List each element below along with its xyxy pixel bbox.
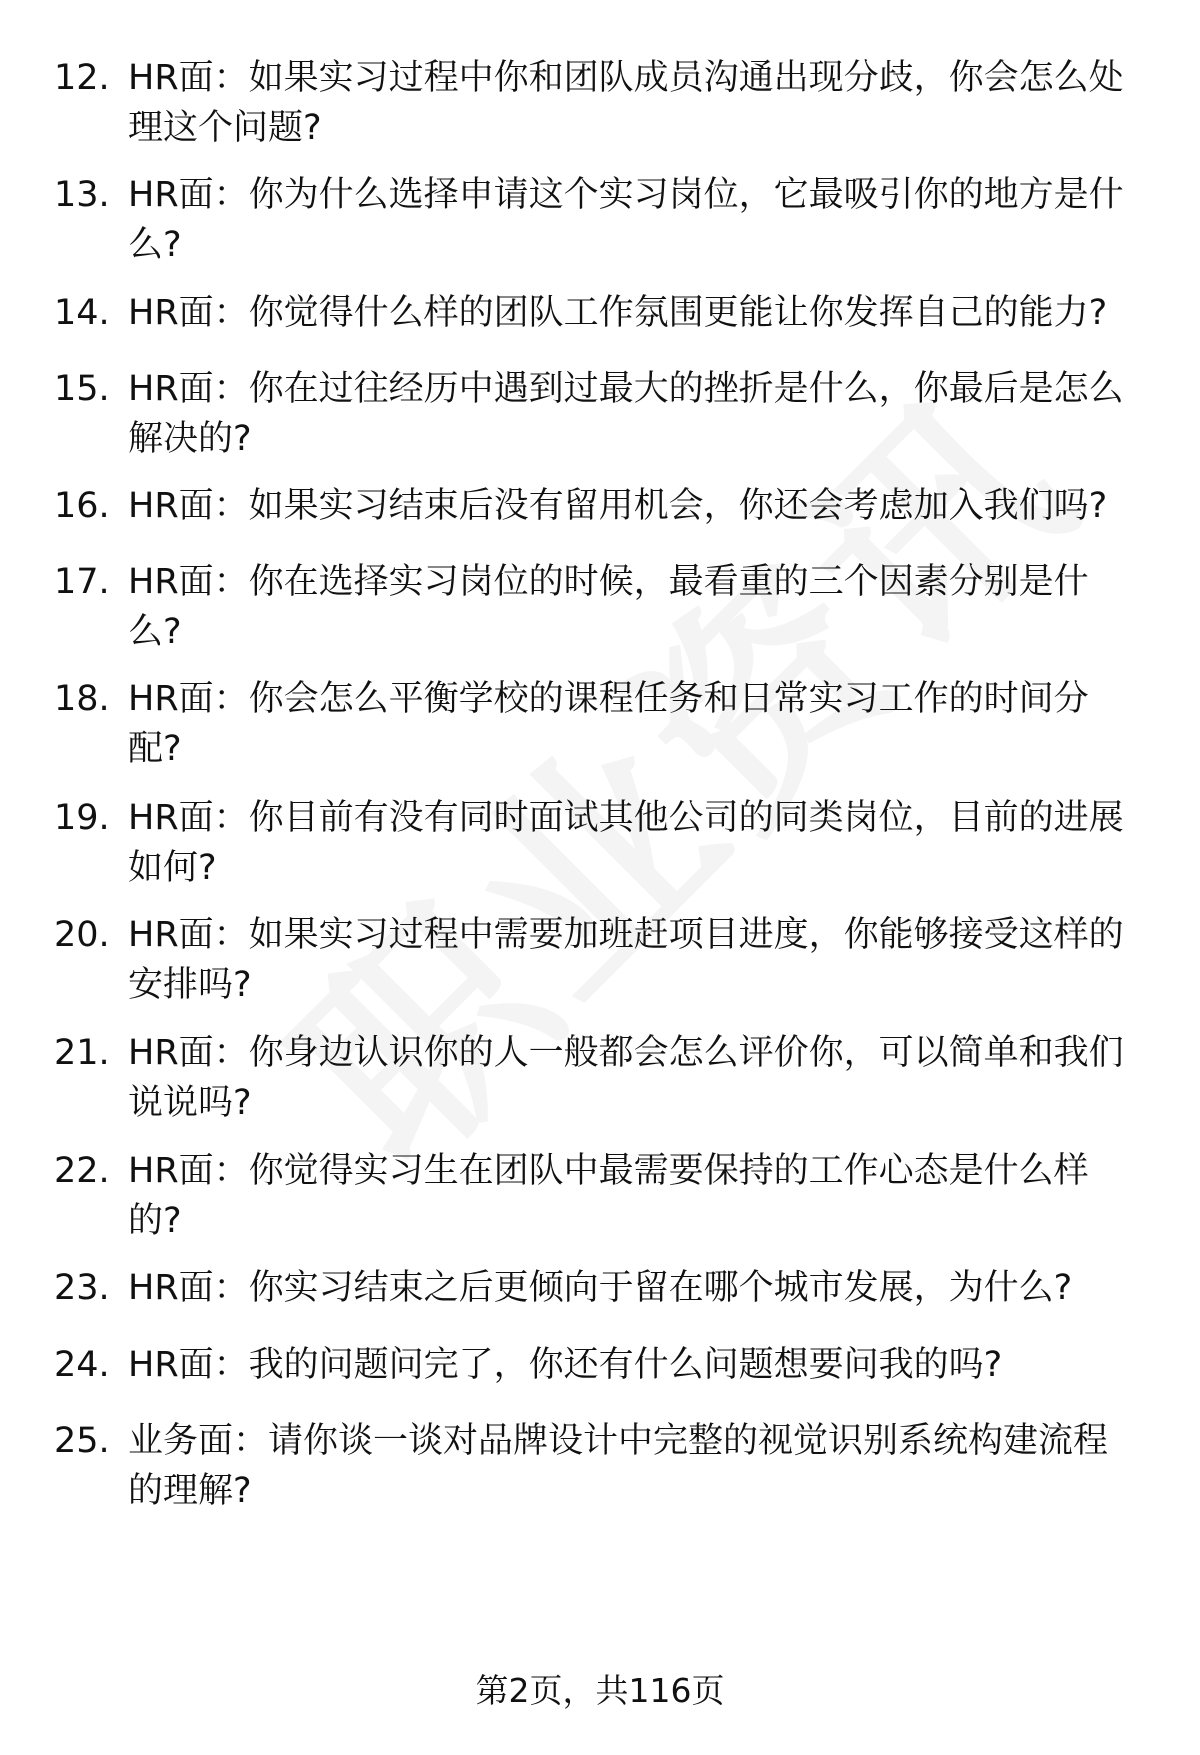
question-text: HR面：你实习结束之后更倾向于留在哪个城市发展，为什么? xyxy=(128,1268,1073,1308)
question-text: HR面：如果实习结束后没有留用机会，你还会考虑加入我们吗? xyxy=(128,486,1108,526)
page-footer: 第2页，共116页 xyxy=(475,1671,725,1710)
question-text: HR面：你为什么选择申请这个实习岗位，它最吸引你的地方是什么? xyxy=(128,175,1124,265)
question-text: HR面：你觉得实习生在团队中最需要保持的工作心态是什么样的? xyxy=(128,1151,1089,1241)
question-item xyxy=(54,674,1154,774)
question-item xyxy=(54,288,1154,338)
question-text: HR面：如果实习过程中你和团队成员沟通出现分歧，你会怎么处理这个问题? xyxy=(128,58,1124,148)
question-item xyxy=(54,793,1154,893)
question-item xyxy=(54,481,1154,531)
question-number: 13. xyxy=(54,175,110,215)
question-item xyxy=(54,1340,1154,1390)
question-number: 23. xyxy=(54,1268,110,1308)
question-item xyxy=(54,1028,1154,1128)
question-number: 12. xyxy=(54,58,110,98)
question-number: 14. xyxy=(54,293,110,333)
question-number: 24. xyxy=(54,1345,110,1385)
question-text: 业务面：请你谈一谈对品牌设计中完整的视觉识别系统构建流程的理解? xyxy=(128,1421,1109,1511)
question-item xyxy=(54,557,1154,657)
question-number: 16. xyxy=(54,486,110,526)
question-item xyxy=(54,1146,1154,1246)
question-text: HR面：你在选择实习岗位的时候，最看重的三个因素分别是什么? xyxy=(128,562,1089,652)
question-number: 18. xyxy=(54,679,110,719)
question-number: 22. xyxy=(54,1151,110,1191)
question-text: HR面：你目前有没有同时面试其他公司的同类岗位，目前的进展如何? xyxy=(128,798,1124,888)
question-item xyxy=(54,170,1154,270)
question-number: 15. xyxy=(54,369,110,409)
question-text: HR面：你在过往经历中遇到过最大的挫折是什么，你最后是怎么解决的? xyxy=(128,369,1124,459)
question-text: HR面：如果实习过程中需要加班赶项目进度，你能够接受这样的安排吗? xyxy=(128,915,1124,1005)
question-text: HR面：你会怎么平衡学校的课程任务和日常实习工作的时间分配? xyxy=(128,679,1089,769)
question-text: HR面：你觉得什么样的团队工作氛围更能让你发挥自己的能力? xyxy=(128,293,1108,333)
question-item xyxy=(54,1416,1154,1516)
question-number: 25. xyxy=(54,1421,110,1461)
question-text: HR面：你身边认识你的人一般都会怎么评价你，可以简单和我们说说吗? xyxy=(128,1033,1124,1123)
question-item xyxy=(54,910,1154,1010)
question-item xyxy=(54,53,1154,153)
question-item xyxy=(54,1263,1154,1313)
question-number: 19. xyxy=(54,798,110,838)
question-item xyxy=(54,364,1154,464)
question-text: HR面：我的问题问完了，你还有什么问题想要问我的吗? xyxy=(128,1345,1003,1385)
question-number: 17. xyxy=(54,562,110,602)
question-number: 20. xyxy=(54,915,110,955)
question-number: 21. xyxy=(54,1033,110,1073)
